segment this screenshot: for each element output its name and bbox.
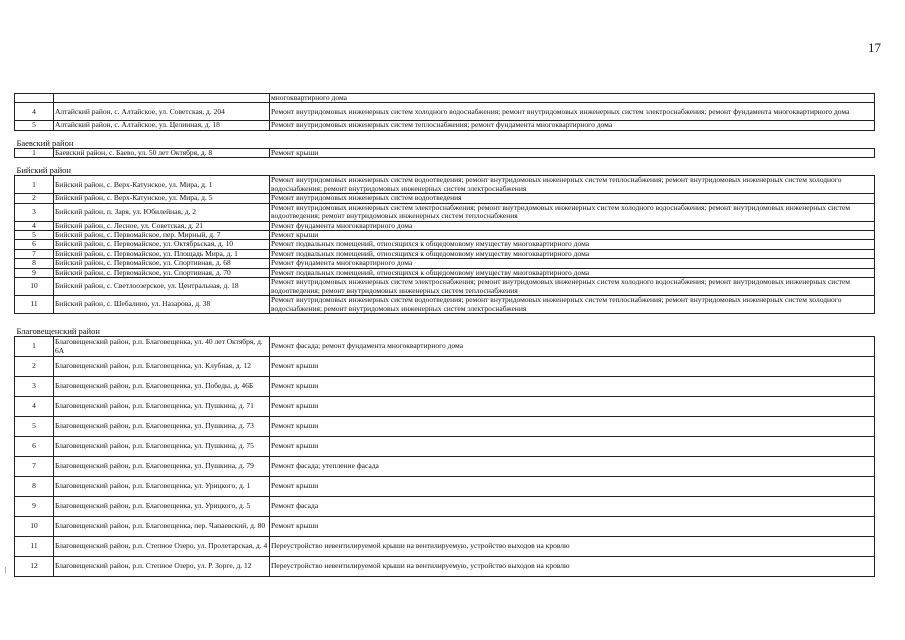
row-number: 5 [15, 231, 54, 240]
row-address: Бийский район, с. Шебалино, ул. Назарова, д. 38 [54, 296, 270, 314]
table-row [15, 94, 875, 103]
district-header-row [15, 158, 875, 176]
row-number: 8 [15, 477, 54, 497]
table-row [15, 417, 875, 437]
row-number: 5 [15, 121, 54, 130]
table-row [15, 278, 875, 296]
table-row [15, 268, 875, 277]
row-number: 2 [15, 194, 54, 203]
row-number [15, 94, 54, 103]
row-work-type: Ремонт внутридомовых инженерных систем водоотведения; ремонт внутридомовых инженерных систем теплоснабжения; ремонт внутридомовых инженерных систем холодного водоснабжения; ремонт внутридомовых инженерных систем электроснабжения [270, 176, 875, 194]
row-number: 11 [15, 537, 54, 557]
row-work-type: Ремонт крыши [270, 148, 875, 157]
row-number: 9 [15, 497, 54, 517]
page-number: 17 [868, 40, 881, 55]
table-row [15, 103, 875, 121]
row-work-type: Переустройство невентилируемой крыши на вентилируемую, устройство выходов на кровлю [270, 537, 875, 557]
row-address: Бийский район, с. Светлоозерское, ул. Центральная, д. 18 [54, 278, 270, 296]
row-address: Благовещенский район, р.п. Благовещенка, ул. Пушкина, д. 79 [54, 457, 270, 477]
row-address: Благовещенский район, р.п. Благовещенка, ул. Клубная, д. 12 [54, 357, 270, 377]
row-address: Благовещенский район, р.п. Благовещенка, ул. Победы, д. 46Б [54, 377, 270, 397]
row-work-type: многоквартирного дома [270, 94, 875, 103]
district-name: Баевский район [16, 137, 74, 148]
row-number: 11 [15, 296, 54, 314]
table-row [15, 357, 875, 377]
row-work-type: Ремонт внутридомовых инженерных систем электроснабжения; ремонт внутридомовых инженерных систем холодного водоснабжения; ремонт внутридомовых инженерных систем водоотведения; ремонт внутридомовых инженерных систем теплоснабжения [270, 278, 875, 296]
table-row [15, 259, 875, 268]
row-address: Благовещенский район, р.п. Благовещенка, ул. Пушкина, д. 71 [54, 397, 270, 417]
row-work-type: Ремонт крыши [270, 377, 875, 397]
row-work-type: Ремонт подвальных помещений, относящихся к общедомовому имуществу многоквартирного дома [270, 249, 875, 258]
row-work-type: Ремонт крыши [270, 231, 875, 240]
row-address: Алтайский район, с. Алтайское, ул. Советская, д. 204 [54, 103, 270, 121]
works-table [14, 93, 875, 577]
row-number: 12 [15, 557, 54, 577]
table-row [15, 557, 875, 577]
row-address: Бийский район, с. Первомайское, ул. Спортивная, д. 68 [54, 259, 270, 268]
row-work-type: Ремонт крыши [270, 417, 875, 437]
row-work-type: Ремонт внутридомовых инженерных систем водоотведения [270, 194, 875, 203]
row-number: 5 [15, 417, 54, 437]
row-address: Бийский район, с. Верх-Катунское, ул. Мира, д. 5 [54, 194, 270, 203]
table-row [15, 377, 875, 397]
row-number: 4 [15, 103, 54, 121]
row-work-type: Ремонт крыши [270, 357, 875, 377]
row-address: Бийский район, с. Первомайское, ул. Площадь Мира, д. 1 [54, 249, 270, 258]
table-row [15, 221, 875, 230]
district-name: Бийский район [16, 165, 71, 176]
row-address: Бийский район, с. Лесное, ул. Советская, д. 21 [54, 221, 270, 230]
row-address: Бийский район, с. Верх-Катунское, ул. Мира, д. 1 [54, 176, 270, 194]
row-address: Благовещенский район, р.п. Благовещенка, ул. Пушкина, д. 75 [54, 437, 270, 457]
row-work-type: Ремонт фундамента многоквартирного дома [270, 259, 875, 268]
row-number: 8 [15, 259, 54, 268]
row-number: 6 [15, 240, 54, 249]
table-row [15, 537, 875, 557]
table-row [15, 457, 875, 477]
table-row [15, 249, 875, 258]
row-work-type: Ремонт внутридомовых инженерных систем теплоснабжения; ремонт фундамента многоквартирного дома [270, 121, 875, 130]
row-number: 9 [15, 268, 54, 277]
row-work-type: Ремонт крыши [270, 397, 875, 417]
table-row [15, 517, 875, 537]
row-work-type: Ремонт подвальных помещений, относящихся к общедомовому имуществу многоквартирного дома [270, 268, 875, 277]
table-row [15, 337, 875, 357]
row-work-type: Ремонт крыши [270, 477, 875, 497]
row-address: Бийский район, с. Первомайское, ул. Октябрьская, д. 10 [54, 240, 270, 249]
table-row [15, 497, 875, 517]
row-work-type: Переустройство невентилируемой крыши на вентилируемую, устройство выходов на кровлю [270, 557, 875, 577]
row-address: Благовещенский район, р.п. Степное Озеро, ул. Пролетарская, д. 4 [54, 537, 270, 557]
row-work-type: Ремонт крыши [270, 437, 875, 457]
row-address: Благовещенский район, р.п. Степное Озеро, ул. Р. Зорге, д. 12 [54, 557, 270, 577]
row-address: Баевский район, с. Баево, ул. 50 лет Октября, д. 8 [54, 148, 270, 157]
table-row [15, 437, 875, 457]
row-address: Алтайский район, с. Алтайское, ул. Целинная, д. 18 [54, 121, 270, 130]
works-register [14, 93, 871, 577]
row-work-type: Ремонт фундамента многоквартирного дома [270, 221, 875, 230]
table-row [15, 148, 875, 157]
margin-mark: | [5, 566, 7, 574]
district-name: Благовещенский район [16, 326, 100, 337]
district-header-row [15, 314, 875, 337]
table-row [15, 203, 875, 221]
table-row [15, 477, 875, 497]
table-row [15, 231, 875, 240]
row-work-type: Ремонт внутридомовых инженерных систем холодного водоснабжения; ремонт внутридомовых инженерных систем электроснабжения; ремонт фундамента многоквартирного дома [270, 103, 875, 121]
row-number: 1 [15, 337, 54, 357]
row-address: Благовещенский район, р.п. Благовещенка, ул. 40 лет Октября, д. 6А [54, 337, 270, 357]
row-number: 4 [15, 397, 54, 417]
row-work-type: Ремонт подвальных помещений, относящихся к общедомовому имуществу многоквартирного дома [270, 240, 875, 249]
row-number: 1 [15, 148, 54, 157]
table-row [15, 397, 875, 417]
table-row [15, 296, 875, 314]
row-address: Благовещенский район, р.п. Благовещенка, ул. Урицкого, д. 1 [54, 477, 270, 497]
row-work-type: Ремонт крыши [270, 517, 875, 537]
row-number: 1 [15, 176, 54, 194]
row-address [54, 94, 270, 103]
row-number: 7 [15, 249, 54, 258]
row-work-type: Ремонт фасада; ремонт фундамента многоквартирного дома [270, 337, 875, 357]
row-address: Бийский район, п. Заря, ул. Юбилейная, д. 2 [54, 203, 270, 221]
row-work-type: Ремонт фасада; утепление фасада [270, 457, 875, 477]
table-row [15, 121, 875, 130]
row-work-type: Ремонт внутридомовых инженерных систем водоотведения; ремонт внутридомовых инженерных систем теплоснабжения; ремонт внутридомовых инженерных систем холодного водоснабжения; ремонт внутридомовых инженерных систем электроснабжения [270, 296, 875, 314]
row-number: 3 [15, 377, 54, 397]
row-address: Благовещенский район, р.п. Благовещенка, ул. Урицкого, д. 5 [54, 497, 270, 517]
table-row [15, 194, 875, 203]
row-number: 6 [15, 437, 54, 457]
row-number: 7 [15, 457, 54, 477]
table-row [15, 176, 875, 194]
row-number: 10 [15, 517, 54, 537]
row-number: 4 [15, 221, 54, 230]
row-work-type: Ремонт внутридомовых инженерных систем электроснабжения; ремонт внутридомовых инженерных систем холодного водоснабжения; ремонт внутридомовых инженерных систем водоотведения; ремонт внутридомовых инженерных систем теплоснабжения [270, 203, 875, 221]
row-work-type: Ремонт фасада [270, 497, 875, 517]
district-header-row [15, 130, 875, 148]
table-row [15, 240, 875, 249]
row-number: 3 [15, 203, 54, 221]
row-address: Благовещенский район, р.п. Благовещенка, ул. Пушкина, д. 73 [54, 417, 270, 437]
row-address: Бийский район, с. Первомайское, ул. Спортивная, д. 70 [54, 268, 270, 277]
row-number: 2 [15, 357, 54, 377]
row-number: 10 [15, 278, 54, 296]
row-address: Бийский район, с. Первомайское, пер. Мирный, д. 7 [54, 231, 270, 240]
row-address: Благовещенский район, р.п. Благовещенка, пер. Чапаевский, д. 80 [54, 517, 270, 537]
